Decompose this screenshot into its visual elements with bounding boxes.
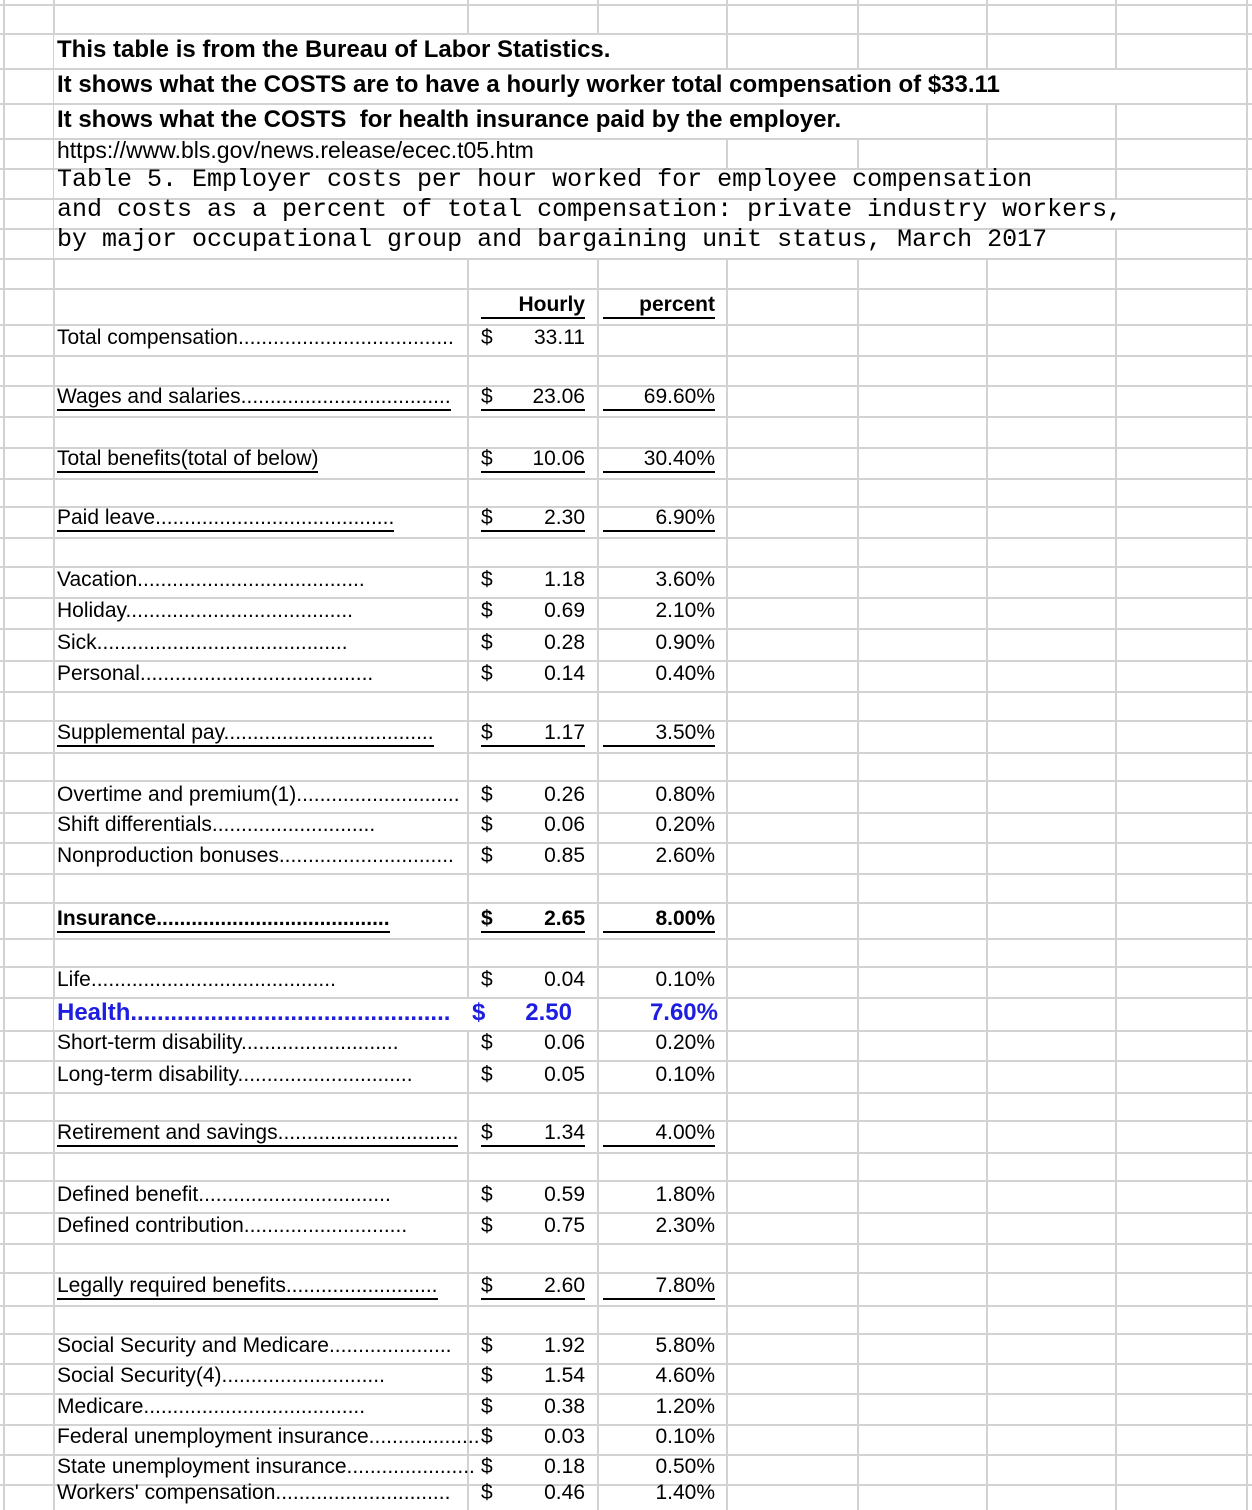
- hourly-amount: [481, 1121, 585, 1147]
- table-row: [0, 1333, 1252, 1363]
- row-label[interactable]: Long-term disability..............................: [57, 1062, 413, 1086]
- hourly-amount: [481, 1063, 585, 1087]
- percent-value: 3.60%: [655, 567, 715, 591]
- hourly-value: 0.04: [544, 967, 585, 991]
- percent-cell[interactable]: [597, 997, 726, 1030]
- table-row: [0, 1393, 1252, 1424]
- percent-cell[interactable]: [597, 1030, 726, 1060]
- row-label[interactable]: Life..........................................: [57, 967, 336, 991]
- percent-value: 30.40%: [603, 447, 715, 473]
- row-label[interactable]: Total compensation.....................................: [57, 325, 454, 349]
- percent-cell[interactable]: [597, 902, 726, 938]
- currency-symbol: $: [481, 1424, 493, 1448]
- intro-line[interactable]: It shows what the COSTS are to have a hourly worker total compensation of $33.11: [57, 71, 1000, 99]
- hourly-cell[interactable]: [467, 1180, 597, 1212]
- currency-symbol: $: [481, 1480, 493, 1504]
- currency-symbol: $: [481, 967, 493, 991]
- currency-symbol: $: [481, 812, 493, 836]
- currency-symbol: $: [481, 1273, 493, 1297]
- percent-cell[interactable]: [597, 1212, 726, 1243]
- currency-symbol: $: [481, 630, 493, 654]
- column-header-percent-label: percent: [603, 293, 715, 319]
- row-label[interactable]: Sick...........................................: [57, 630, 348, 654]
- percent-cell[interactable]: [597, 720, 726, 752]
- percent-value: 2.60%: [655, 843, 715, 867]
- table-row: [0, 1363, 1252, 1393]
- hourly-amount: [481, 1183, 585, 1207]
- percent-value: 69.60%: [603, 385, 715, 411]
- hourly-cell[interactable]: [467, 902, 597, 938]
- row-label[interactable]: Short-term disability...........................: [57, 1030, 399, 1054]
- hourly-amount: [481, 662, 585, 686]
- gridline-horizontal: [0, 1152, 1252, 1154]
- hourly-cell[interactable]: [467, 447, 597, 478]
- hourly-value: 10.06: [532, 446, 585, 470]
- percent-cell[interactable]: [597, 385, 726, 416]
- table-row: [0, 628, 1252, 660]
- header-row: [0, 288, 1252, 324]
- table-row: [0, 566, 1252, 597]
- hourly-amount: [481, 1031, 585, 1055]
- percent-value: 0.20%: [655, 812, 715, 836]
- table-row: [0, 597, 1252, 628]
- row-label[interactable]: Federal unemployment insurance...................: [57, 1424, 480, 1448]
- hourly-value: 0.75: [544, 1213, 585, 1237]
- percent-value: 0.20%: [655, 1030, 715, 1054]
- percent-cell[interactable]: [597, 566, 726, 597]
- hourly-value: 2.65: [544, 906, 585, 930]
- row-label[interactable]: Total benefits(total of below): [57, 447, 318, 473]
- percent-value: 7.60%: [649, 999, 718, 1027]
- hourly-cell[interactable]: [467, 1120, 597, 1152]
- hourly-cell[interactable]: [467, 1393, 597, 1424]
- hourly-value: 0.46: [544, 1480, 585, 1504]
- row-label[interactable]: Defined contribution............................: [57, 1213, 408, 1237]
- hourly-value: 1.92: [544, 1333, 585, 1357]
- hourly-cell[interactable]: [467, 780, 597, 812]
- percent-value: 6.90%: [603, 506, 715, 532]
- currency-symbol: $: [472, 999, 486, 1027]
- hourly-value: 0.26: [544, 782, 585, 806]
- hourly-value: 0.03: [544, 1424, 585, 1448]
- table-row: [0, 1180, 1252, 1212]
- hourly-value: 0.14: [544, 661, 585, 685]
- currency-symbol: $: [481, 505, 493, 529]
- hourly-cell[interactable]: [467, 997, 597, 1030]
- currency-symbol: $: [481, 446, 493, 470]
- row-label[interactable]: Supplemental pay....................................: [57, 721, 434, 747]
- row-label[interactable]: Retirement and savings...............................: [57, 1121, 458, 1147]
- gridline-horizontal: [0, 1092, 1252, 1094]
- table-row: [0, 1454, 1252, 1484]
- hourly-value: 1.54: [544, 1363, 585, 1387]
- hourly-value: 33.11: [534, 325, 585, 349]
- currency-symbol: $: [481, 567, 493, 591]
- percent-cell[interactable]: [597, 1363, 726, 1393]
- percent-value: 0.10%: [655, 1062, 715, 1086]
- row-label[interactable]: Insurance........................................: [57, 907, 390, 933]
- table-row: [0, 1272, 1252, 1305]
- hourly-value: 1.34: [544, 1120, 585, 1144]
- gridline-horizontal: [0, 537, 1252, 539]
- hourly-amount: [481, 385, 585, 411]
- table-row: [0, 842, 1252, 873]
- hourly-value: 0.38: [544, 1394, 585, 1418]
- hourly-cell[interactable]: [467, 385, 597, 416]
- text-row: [0, 165, 1252, 198]
- hourly-amount: [472, 999, 572, 1027]
- hourly-amount: [481, 1455, 585, 1479]
- hourly-value: 0.05: [544, 1062, 585, 1086]
- hourly-cell[interactable]: [467, 1030, 597, 1060]
- hourly-cell[interactable]: [467, 597, 597, 628]
- currency-symbol: $: [481, 906, 493, 930]
- currency-symbol: $: [481, 1030, 493, 1054]
- percent-value: 2.10%: [655, 598, 715, 622]
- currency-symbol: $: [481, 1394, 493, 1418]
- percent-value: 0.10%: [655, 1424, 715, 1448]
- gridline-horizontal: [0, 478, 1252, 480]
- hourly-cell[interactable]: [467, 1333, 597, 1363]
- percent-cell[interactable]: [597, 1393, 726, 1424]
- table-row: [0, 385, 1252, 416]
- hourly-cell[interactable]: [467, 1480, 597, 1510]
- gridline-horizontal: [0, 258, 1252, 260]
- currency-symbol: $: [481, 1363, 493, 1387]
- column-header-hourly[interactable]: [467, 288, 597, 324]
- gridline-horizontal: [0, 691, 1252, 693]
- table-row: [0, 447, 1252, 478]
- source-url[interactable]: https://www.bls.gov/news.release/ecec.t05.htm: [57, 137, 534, 164]
- table-row: [0, 1060, 1252, 1092]
- hourly-cell[interactable]: [467, 324, 597, 355]
- percent-cell[interactable]: [597, 1180, 726, 1212]
- currency-symbol: $: [481, 384, 493, 408]
- hourly-amount: [481, 506, 585, 532]
- percent-cell[interactable]: [597, 812, 726, 842]
- percent-cell[interactable]: [597, 966, 726, 997]
- row-label[interactable]: Workers' compensation..............................: [57, 1480, 451, 1504]
- hourly-amount: [481, 813, 585, 837]
- table-row: [0, 997, 1252, 1030]
- row-label[interactable]: Defined benefit.................................: [57, 1182, 391, 1206]
- table-row: [0, 506, 1252, 537]
- hourly-amount: [481, 631, 585, 655]
- percent-value: 0.80%: [655, 782, 715, 806]
- percent-cell[interactable]: [597, 324, 726, 355]
- hourly-amount: [481, 1364, 585, 1388]
- hourly-value: 2.60: [544, 1273, 585, 1297]
- hourly-cell[interactable]: [467, 720, 597, 752]
- hourly-cell[interactable]: [467, 628, 597, 660]
- text-row: [0, 225, 1252, 258]
- text-row: [0, 138, 1252, 168]
- currency-symbol: $: [481, 661, 493, 685]
- hourly-amount: [481, 721, 585, 747]
- hourly-value: 0.28: [544, 630, 585, 654]
- percent-value: 3.50%: [603, 721, 715, 747]
- percent-cell[interactable]: [597, 506, 726, 537]
- percent-value: 4.00%: [603, 1121, 715, 1147]
- currency-symbol: $: [481, 1213, 493, 1237]
- hourly-amount: [481, 1425, 585, 1449]
- row-label[interactable]: Shift differentials............................: [57, 812, 376, 836]
- hourly-value: 2.50: [525, 999, 572, 1027]
- currency-symbol: $: [481, 325, 493, 349]
- table-row: [0, 324, 1252, 355]
- hourly-amount: [481, 447, 585, 473]
- hourly-cell[interactable]: [467, 660, 597, 691]
- row-label[interactable]: Social Security(4)............................: [57, 1363, 385, 1387]
- percent-cell[interactable]: [597, 447, 726, 478]
- hourly-amount: [481, 1214, 585, 1238]
- percent-value: 1.80%: [655, 1182, 715, 1206]
- hourly-amount: [481, 907, 585, 933]
- hourly-amount: [481, 844, 585, 868]
- text-row: [0, 68, 1252, 103]
- currency-symbol: $: [481, 843, 493, 867]
- hourly-cell[interactable]: [467, 566, 597, 597]
- hourly-cell[interactable]: [467, 1060, 597, 1092]
- currency-symbol: $: [481, 1120, 493, 1144]
- table-row: [0, 720, 1252, 752]
- percent-cell[interactable]: [597, 1120, 726, 1152]
- percent-value: 0.40%: [655, 661, 715, 685]
- percent-cell[interactable]: [597, 660, 726, 691]
- percent-cell[interactable]: [597, 1333, 726, 1363]
- intro-line[interactable]: This table is from the Bureau of Labor Statistics.: [57, 36, 611, 64]
- gridline-horizontal: [0, 355, 1252, 357]
- table-row: [0, 1424, 1252, 1454]
- table-row: [0, 902, 1252, 938]
- table-title-line[interactable]: by major occupational group and bargaining unit status, March 2017: [57, 225, 1048, 254]
- table-row: [0, 1212, 1252, 1243]
- table-row: [0, 1120, 1252, 1152]
- hourly-value: 1.17: [544, 720, 585, 744]
- currency-symbol: $: [481, 1454, 493, 1478]
- gridline-horizontal: [0, 416, 1252, 418]
- hourly-cell[interactable]: [467, 1454, 597, 1484]
- gridline-horizontal: [0, 4, 1252, 6]
- hourly-cell[interactable]: [467, 1424, 597, 1454]
- row-label[interactable]: Wages and salaries....................................: [57, 385, 451, 411]
- currency-symbol: $: [481, 598, 493, 622]
- hourly-amount: [481, 1334, 585, 1358]
- percent-value: 7.80%: [603, 1274, 715, 1300]
- currency-symbol: $: [481, 1182, 493, 1206]
- gridline-horizontal: [0, 938, 1252, 940]
- percent-value: 2.30%: [655, 1213, 715, 1237]
- hourly-amount: [481, 599, 585, 623]
- row-label[interactable]: Legally required benefits..........................: [57, 1274, 438, 1300]
- percent-value: 0.10%: [655, 967, 715, 991]
- hourly-value: 2.30: [544, 505, 585, 529]
- row-label[interactable]: Holiday.......................................: [57, 598, 354, 622]
- table-row: [0, 966, 1252, 997]
- table-title-line[interactable]: Table 5. Employer costs per hour worked for employee compensation: [57, 165, 1033, 194]
- hourly-value: 0.59: [544, 1182, 585, 1206]
- row-label[interactable]: Personal........................................: [57, 661, 374, 685]
- hourly-amount: [481, 1481, 585, 1505]
- percent-value: 0.50%: [655, 1454, 715, 1478]
- hourly-amount: [481, 326, 585, 350]
- percent-cell[interactable]: [597, 1480, 726, 1510]
- intro-line[interactable]: It shows what the COSTS for health insurance paid by the employer.: [57, 106, 842, 134]
- percent-cell[interactable]: [597, 1424, 726, 1454]
- hourly-cell[interactable]: [467, 1363, 597, 1393]
- percent-cell[interactable]: [597, 780, 726, 812]
- gridline-horizontal: [0, 1243, 1252, 1245]
- table-title-line[interactable]: and costs as a percent of total compensation: private industry workers,: [57, 195, 1123, 224]
- hourly-cell[interactable]: [467, 506, 597, 537]
- hourly-value: 0.06: [544, 1030, 585, 1054]
- hourly-amount: [481, 568, 585, 592]
- hourly-value: 1.18: [544, 567, 585, 591]
- currency-symbol: $: [481, 720, 493, 744]
- row-label[interactable]: Paid leave.........................................: [57, 506, 394, 532]
- hourly-amount: [481, 1395, 585, 1419]
- table-row: [0, 780, 1252, 812]
- hourly-value: 0.69: [544, 598, 585, 622]
- percent-cell[interactable]: [597, 597, 726, 628]
- hourly-amount: [481, 783, 585, 807]
- text-row: [0, 33, 1252, 68]
- percent-value: 1.20%: [655, 1394, 715, 1418]
- hourly-cell[interactable]: [467, 1272, 597, 1305]
- row-label[interactable]: Medicare......................................: [57, 1394, 366, 1418]
- row-label[interactable]: Social Security and Medicare.....................: [57, 1333, 452, 1357]
- table-row: [0, 1480, 1252, 1510]
- percent-cell[interactable]: [597, 628, 726, 660]
- gridline-horizontal: [0, 752, 1252, 754]
- text-row: [0, 195, 1252, 228]
- row-label[interactable]: State unemployment insurance......................: [57, 1454, 475, 1478]
- currency-symbol: $: [481, 782, 493, 806]
- percent-value: 0.90%: [655, 630, 715, 654]
- currency-symbol: $: [481, 1333, 493, 1357]
- table-row: [0, 812, 1252, 842]
- percent-cell[interactable]: [597, 842, 726, 873]
- hourly-value: 0.18: [544, 1454, 585, 1478]
- hourly-value: 0.85: [544, 843, 585, 867]
- row-label[interactable]: Health................................................: [57, 999, 451, 1027]
- percent-value: 4.60%: [655, 1363, 715, 1387]
- hourly-cell[interactable]: [467, 812, 597, 842]
- gridline-horizontal: [0, 1305, 1252, 1307]
- percent-cell[interactable]: [597, 1454, 726, 1484]
- hourly-cell[interactable]: [467, 966, 597, 997]
- hourly-value: 23.06: [532, 384, 585, 408]
- table-row: [0, 1030, 1252, 1060]
- hourly-amount: [481, 1274, 585, 1300]
- text-row: [0, 103, 1252, 138]
- table-row: [0, 660, 1252, 691]
- hourly-value: 0.06: [544, 812, 585, 836]
- gridline-horizontal: [0, 873, 1252, 875]
- row-label[interactable]: Nonproduction bonuses..............................: [57, 843, 454, 867]
- column-header-hourly-label: Hourly: [481, 293, 585, 319]
- percent-cell[interactable]: [597, 1272, 726, 1305]
- percent-value: 5.80%: [655, 1333, 715, 1357]
- hourly-amount: [481, 968, 585, 992]
- column-header-percent[interactable]: [597, 288, 726, 324]
- hourly-cell[interactable]: [467, 1212, 597, 1243]
- row-label[interactable]: Vacation.......................................: [57, 567, 365, 591]
- percent-cell[interactable]: [597, 1060, 726, 1092]
- currency-symbol: $: [481, 1062, 493, 1086]
- percent-value: 8.00%: [603, 907, 715, 933]
- row-label[interactable]: Overtime and premium(1)............................: [57, 782, 460, 806]
- percent-value: 1.40%: [655, 1480, 715, 1504]
- hourly-cell[interactable]: [467, 842, 597, 873]
